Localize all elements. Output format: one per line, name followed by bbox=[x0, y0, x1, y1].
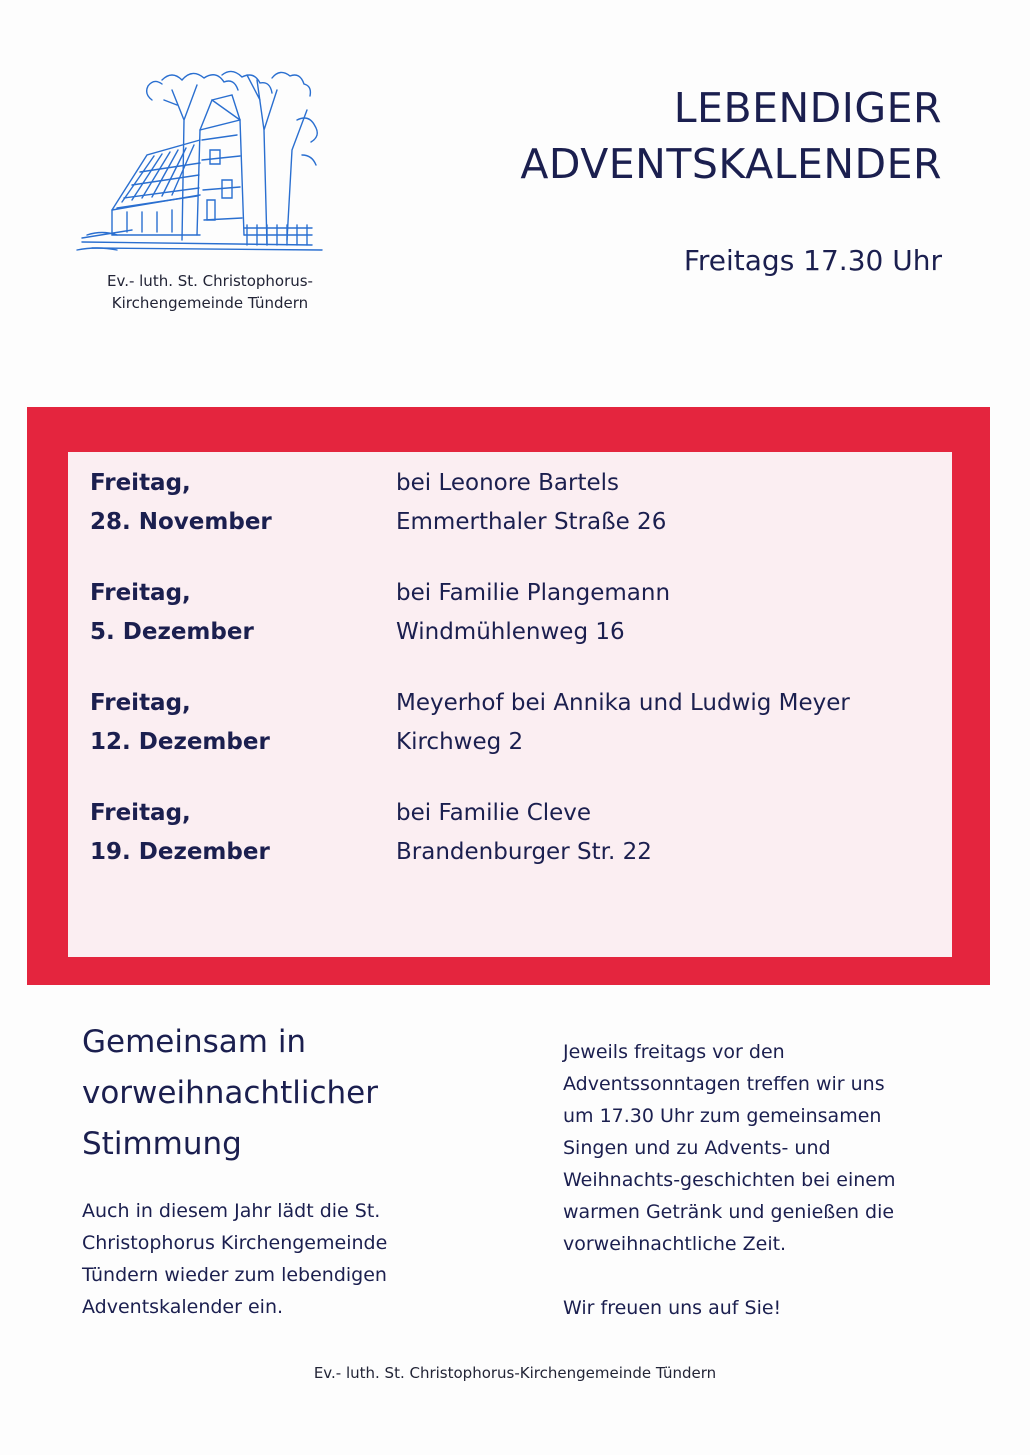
church-sketch-icon bbox=[72, 60, 342, 260]
page-title bbox=[520, 80, 942, 192]
entry-host: Meyerhof bei Annika und Ludwig Meyer bbox=[396, 690, 850, 716]
schedule-entry bbox=[90, 464, 950, 548]
entry-host: bei Familie Cleve bbox=[396, 800, 592, 826]
text-line: warmen Getränk und genießen die bbox=[563, 1201, 895, 1223]
entry-date bbox=[90, 684, 380, 762]
text-line: um 17.30 Uhr zum gemeinsamen bbox=[563, 1105, 882, 1127]
text-line: Adventskalender ein. bbox=[82, 1296, 284, 1318]
entry-location bbox=[396, 684, 956, 762]
entry-day: Freitag, bbox=[90, 470, 191, 496]
description-text bbox=[563, 1036, 963, 1324]
entry-location bbox=[396, 574, 956, 652]
closing-line: Wir freuen uns auf Sie! bbox=[563, 1297, 782, 1319]
entry-day: Freitag, bbox=[90, 800, 191, 826]
entry-address: Emmerthaler Straße 26 bbox=[396, 509, 667, 535]
text-line: Christophorus Kirchengemeinde bbox=[82, 1232, 388, 1254]
schedule-entry bbox=[90, 794, 950, 878]
entry-address: Kirchweg 2 bbox=[396, 729, 524, 755]
invitation-text bbox=[82, 1195, 482, 1323]
entry-day: Freitag, bbox=[90, 690, 191, 716]
entry-date bbox=[90, 464, 380, 542]
title-line1: LEBENDIGER bbox=[673, 84, 942, 132]
entry-day: Freitag, bbox=[90, 580, 191, 606]
section-heading bbox=[82, 1017, 502, 1170]
logo-caption bbox=[60, 270, 360, 314]
entry-date-value: 12. Dezember bbox=[90, 729, 270, 755]
heading-line: Stimmung bbox=[82, 1126, 242, 1162]
text-line: Auch in diesem Jahr lädt die St. bbox=[82, 1200, 381, 1222]
heading-line: Gemeinsam in bbox=[82, 1024, 307, 1060]
entry-address: Windmühlenweg 16 bbox=[396, 619, 625, 645]
text-line: Weihnachts-geschichten bei einem bbox=[563, 1169, 896, 1191]
entry-date-value: 5. Dezember bbox=[90, 619, 254, 645]
logo-caption-line1: Ev.- luth. St. Christophorus- bbox=[107, 272, 313, 290]
entry-location bbox=[396, 464, 956, 542]
entry-location bbox=[396, 794, 956, 872]
text-line: Adventssonntagen treffen wir uns bbox=[563, 1073, 885, 1095]
text-line: Tündern wieder zum lebendigen bbox=[82, 1264, 387, 1286]
text-line: Singen und zu Advents- und bbox=[563, 1137, 831, 1159]
schedule-entry bbox=[90, 684, 950, 768]
entry-host: bei Familie Plangemann bbox=[396, 580, 671, 606]
entry-date-value: 19. Dezember bbox=[90, 839, 270, 865]
entry-date bbox=[90, 794, 380, 872]
text-line: vorweihnachtliche Zeit. bbox=[563, 1233, 787, 1255]
title-line2: ADVENTSKALENDER bbox=[520, 140, 942, 188]
entry-host: bei Leonore Bartels bbox=[396, 470, 620, 496]
spacer bbox=[563, 1260, 963, 1292]
schedule-panel bbox=[68, 452, 952, 957]
entry-date bbox=[90, 574, 380, 652]
schedule-frame bbox=[27, 407, 990, 985]
heading-line: vorweihnachtlicher bbox=[82, 1075, 378, 1111]
schedule-entry bbox=[90, 574, 950, 658]
entry-address: Brandenburger Str. 22 bbox=[396, 839, 652, 865]
entry-date-value: 28. November bbox=[90, 509, 272, 535]
text-line: Jeweils freitags vor den bbox=[563, 1041, 785, 1063]
footer-text: Ev.- luth. St. Christophorus-Kirchengemeinde Tündern bbox=[313, 1364, 717, 1382]
event-time: Freitags 17.30 Uhr bbox=[683, 244, 942, 277]
logo-caption-line2: Kirchengemeinde Tündern bbox=[111, 294, 309, 312]
